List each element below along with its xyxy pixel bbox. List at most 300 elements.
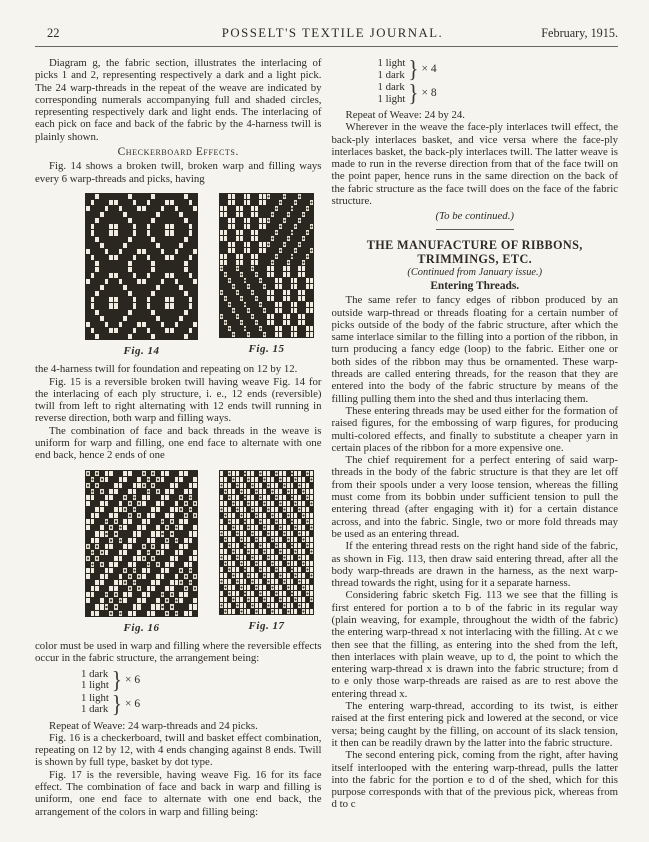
weave-cell-ground xyxy=(255,326,258,331)
weave-cell-dot xyxy=(255,585,258,590)
weave-cell-ground xyxy=(114,495,118,500)
weave-cell-raised xyxy=(263,194,266,199)
weave-cell-raised xyxy=(247,242,250,247)
weave-cell-ground xyxy=(123,501,127,506)
weave-cell-ground xyxy=(232,254,235,259)
paragraph-second-entering-pick: The second entering pick, coming from the right, after having itself interlooped with the entering warp-thread, pulls the latter into the fabric for the portion e to d of the shed, which for this purpose corresponds with that of the previous pick, whereas from d to c xyxy=(331,749,618,811)
weave-cell-ground xyxy=(119,267,123,272)
weave-cell-raised xyxy=(156,531,160,536)
weave-cell-ground xyxy=(267,326,270,331)
weave-cell-raised xyxy=(165,568,169,573)
weave-cell-ground xyxy=(228,260,231,265)
weave-cell-ground xyxy=(310,194,313,199)
weave-cell-raised xyxy=(247,471,250,476)
weave-cell-ground xyxy=(279,531,282,536)
weave-cell-ground xyxy=(151,550,155,555)
weave-cell-raised xyxy=(255,525,258,530)
weave-cell-ground xyxy=(193,261,197,266)
weave-cell-ground xyxy=(114,544,118,549)
weave-cell-raised xyxy=(114,230,118,235)
weave-cell-raised xyxy=(128,237,132,242)
weave-cell-ground xyxy=(275,290,278,295)
weave-cell-raised xyxy=(123,550,127,555)
weave-cell-dot xyxy=(287,513,290,518)
weave-cell-dot xyxy=(184,501,188,506)
weave-cell-raised xyxy=(184,611,188,616)
weave-cell-ground xyxy=(220,537,223,542)
weave-cell-raised xyxy=(294,326,297,331)
weave-cell-raised xyxy=(244,561,247,566)
weave-cell-ground xyxy=(133,249,137,254)
weave-cell-raised xyxy=(184,291,188,296)
weave-cell-raised xyxy=(179,525,183,530)
weave-cell-raised xyxy=(119,477,123,482)
weave-cell-raised xyxy=(175,556,179,561)
weave-cell-ground xyxy=(236,585,239,590)
weave-cell-ground xyxy=(184,249,188,254)
weave-cell-ground xyxy=(137,194,141,199)
weave-cell-dot xyxy=(236,290,239,295)
weave-cell-ground xyxy=(244,320,247,325)
weave-cell-raised xyxy=(151,334,155,339)
weave-cell-raised xyxy=(137,483,141,488)
weave-cell-ground xyxy=(179,230,183,235)
weave-cell-ground xyxy=(147,212,151,217)
weave-cell-ground xyxy=(161,261,165,266)
weave-cell-raised xyxy=(275,483,278,488)
weave-cell-ground xyxy=(302,248,305,253)
weave-cell-ground xyxy=(236,284,239,289)
weave-cell-ground xyxy=(161,285,165,290)
weave-cell-raised xyxy=(267,591,270,596)
weave-cell-ground xyxy=(294,230,297,235)
weave-cell-ground xyxy=(232,314,235,319)
weave-cell-raised xyxy=(156,316,160,321)
weave-cell-ground xyxy=(220,513,223,518)
weave-cell-ground xyxy=(259,206,262,211)
weave-cell-ground xyxy=(302,471,305,476)
weave-cell-ground xyxy=(170,495,174,500)
weave-cell-ground xyxy=(267,332,270,337)
weave-cell-ground xyxy=(100,471,104,476)
weave-cell-dot xyxy=(275,471,278,476)
weave-cell-raised xyxy=(259,489,262,494)
weave-cell-ground xyxy=(255,266,258,271)
weave-cell-raised xyxy=(291,531,294,536)
weave-cell-ground xyxy=(240,308,243,313)
weave-cell-ground xyxy=(275,236,278,241)
weave-cell-ground xyxy=(279,320,282,325)
weave-cell-ground xyxy=(119,255,123,260)
weave-cell-raised xyxy=(251,567,254,572)
weave-cell-raised xyxy=(220,501,223,506)
weave-cell-raised xyxy=(228,242,231,247)
weave-cell-raised xyxy=(267,501,270,506)
weave-cell-ground xyxy=(142,224,146,229)
weave-cell-dot xyxy=(244,591,247,596)
weave-cell-ground xyxy=(137,328,141,333)
weave-cell-dot xyxy=(279,224,282,229)
weave-cell-ground xyxy=(240,218,243,223)
weave-cell-raised xyxy=(236,501,239,506)
weave-cell-ground xyxy=(236,561,239,566)
weave-cell-raised xyxy=(128,489,132,494)
weave-cell-dot xyxy=(247,573,250,578)
weave-cell-ground xyxy=(228,320,231,325)
weave-cell-ground xyxy=(91,310,95,315)
weave-cell-ground xyxy=(142,550,146,555)
weave-cell-ground xyxy=(156,568,160,573)
weave-cell-ground xyxy=(302,206,305,211)
weave-cell-ground xyxy=(100,544,104,549)
weave-cell-ground xyxy=(170,212,174,217)
weave-cell-raised xyxy=(236,525,239,530)
weave-cell-ground xyxy=(294,254,297,259)
weave-cell-ground xyxy=(283,561,286,566)
weave-cell-raised xyxy=(275,513,278,518)
weave-cell-dot xyxy=(279,248,282,253)
weave-cell-ground xyxy=(147,604,151,609)
weave-cell-ground xyxy=(251,585,254,590)
weave-cell-dot xyxy=(100,489,104,494)
weave-cell-raised xyxy=(247,609,250,614)
weave-cell-raised xyxy=(224,483,227,488)
weave-cell-ground xyxy=(271,284,274,289)
weave-cell-raised xyxy=(86,574,90,579)
weave-cell-raised xyxy=(147,513,151,518)
weave-cell-ground xyxy=(263,260,266,265)
weave-cell-dot xyxy=(151,471,155,476)
weave-cell-ground xyxy=(142,538,146,543)
weave-cell-dot xyxy=(119,598,123,603)
weave-cell-raised xyxy=(193,525,197,530)
weave-cell-dot xyxy=(109,538,113,543)
weave-cell-raised xyxy=(133,303,137,308)
weave-cell-dot xyxy=(291,254,294,259)
weave-cell-dot xyxy=(298,579,301,584)
weave-cell-raised xyxy=(151,513,155,518)
weave-cell-ground xyxy=(151,501,155,506)
weave-cell-dot xyxy=(283,579,286,584)
weave-cell-ground xyxy=(251,218,254,223)
weave-cell-ground xyxy=(179,206,183,211)
weave-cell-ground xyxy=(259,296,262,301)
weave-cell-ground xyxy=(179,611,183,616)
weave-cell-raised xyxy=(271,525,274,530)
weave-cell-ground xyxy=(128,297,132,302)
weave-cell-ground xyxy=(86,218,90,223)
weave-cell-ground xyxy=(119,513,123,518)
weave-cell-ground xyxy=(114,538,118,543)
weave-cell-dot xyxy=(283,242,286,247)
weave-cell-ground xyxy=(114,574,118,579)
weave-cell-raised xyxy=(267,495,270,500)
weave-cell-raised xyxy=(298,296,301,301)
weave-cell-raised xyxy=(287,314,290,319)
weave-cell-ground xyxy=(224,332,227,337)
weave-cell-raised xyxy=(193,598,197,603)
weave-cell-ground xyxy=(251,609,254,614)
weave-cell-ground xyxy=(294,483,297,488)
weave-cell-ground xyxy=(86,507,90,512)
weave-cell-ground xyxy=(86,200,90,205)
weave-cell-ground xyxy=(175,237,179,242)
weave-cell-dot xyxy=(105,531,109,536)
weave-cell-raised xyxy=(236,543,239,548)
weave-cell-ground xyxy=(91,279,95,284)
weave-cell-ground xyxy=(105,267,109,272)
weave-cell-ground xyxy=(161,237,165,242)
weave-cell-ground xyxy=(263,296,266,301)
weave-cell-ground xyxy=(161,310,165,315)
arrangement-line: 1 light xyxy=(377,92,406,105)
weave-cell-ground xyxy=(263,236,266,241)
weave-cell-ground xyxy=(91,249,95,254)
weave-cell-raised xyxy=(175,279,179,284)
weave-cell-raised xyxy=(189,483,193,488)
weave-cell-dot xyxy=(240,513,243,518)
weave-cell-ground xyxy=(123,310,127,315)
weave-cell-dot xyxy=(298,194,301,199)
weave-cell-ground xyxy=(240,519,243,524)
weave-cell-ground xyxy=(244,230,247,235)
weave-cell-raised xyxy=(283,272,286,277)
weave-cell-raised xyxy=(283,591,286,596)
weave-cell-raised xyxy=(161,550,165,555)
weave-cell-dot xyxy=(294,477,297,482)
weave-cell-ground xyxy=(244,296,247,301)
weave-cell-ground xyxy=(189,279,193,284)
weave-cell-ground xyxy=(291,272,294,277)
weave-cell-ground xyxy=(302,254,305,259)
weave-cell-ground xyxy=(298,284,301,289)
weave-cell-raised xyxy=(184,194,188,199)
weave-cell-dot xyxy=(179,580,183,585)
weave-cell-ground xyxy=(133,471,137,476)
weave-cell-ground xyxy=(165,285,169,290)
weave-cell-ground xyxy=(184,200,188,205)
weave-cell-raised xyxy=(240,507,243,512)
figure-14-grid xyxy=(85,193,198,340)
journal-title: POSSELT'S TEXTILE JOURNAL. xyxy=(221,26,444,40)
paragraph-fabric-sketch: Considering fabric sketch Fig. 113 we see that the filling is first entered for portion a to b of the fabric in its regular way (plain weaving, for example, throughout the width of the fabric) the entering warp-thread x not interlacing with the filling. At c we then see that the filling, as entering into the shed from the left, then interlaces with plain weave, up to d, the point to which the entering warp-thread x is drawn into the fabric structure; from d to e only those warp-threads are raised as are to rest above the entering thread x. xyxy=(331,589,618,700)
weave-cell-ground xyxy=(247,266,250,271)
weave-cell-ground xyxy=(263,230,266,235)
weave-cell-ground xyxy=(275,597,278,602)
weave-cell-raised xyxy=(109,230,113,235)
weave-cell-ground xyxy=(263,212,266,217)
weave-cell-ground xyxy=(193,267,197,272)
weave-cell-dot xyxy=(306,567,309,572)
weave-cell-raised xyxy=(232,585,235,590)
weave-cell-ground xyxy=(189,544,193,549)
weave-cell-raised xyxy=(236,567,239,572)
weave-cell-ground xyxy=(119,310,123,315)
weave-cell-dot xyxy=(244,567,247,572)
weave-cell-ground xyxy=(165,531,169,536)
weave-cell-ground xyxy=(291,194,294,199)
weave-cell-raised xyxy=(244,531,247,536)
weave-cell-ground xyxy=(128,322,132,327)
weave-cell-raised xyxy=(275,609,278,614)
weave-cell-raised xyxy=(302,603,305,608)
weave-cell-ground xyxy=(95,279,99,284)
weave-cell-raised xyxy=(244,224,247,229)
weave-cell-ground xyxy=(220,585,223,590)
weave-cell-dot xyxy=(267,507,270,512)
figure-17-grid xyxy=(219,470,314,615)
weave-cell-raised xyxy=(184,592,188,597)
weave-cell-ground xyxy=(165,291,169,296)
weave-cell-ground xyxy=(175,194,179,199)
weave-cell-ground xyxy=(142,303,146,308)
weave-cell-raised xyxy=(91,611,95,616)
weave-cell-raised xyxy=(142,519,146,524)
article-title-line2: TRIMMINGS, ETC. xyxy=(417,251,533,266)
weave-cell-ground xyxy=(156,544,160,549)
weave-cell-ground xyxy=(142,255,146,260)
weave-cell-ground xyxy=(298,236,301,241)
weave-cell-ground xyxy=(156,279,160,284)
weave-cell-raised xyxy=(137,556,141,561)
weave-cell-ground xyxy=(91,291,95,296)
weave-cell-raised xyxy=(100,285,104,290)
weave-cell-ground xyxy=(259,212,262,217)
weave-cell-ground xyxy=(161,489,165,494)
weave-cell-ground xyxy=(271,495,274,500)
weave-cell-dot xyxy=(189,580,193,585)
weave-cell-dot xyxy=(255,320,258,325)
weave-cell-raised xyxy=(220,597,223,602)
weave-cell-ground xyxy=(267,278,270,283)
weave-cell-raised xyxy=(91,273,95,278)
weave-cell-ground xyxy=(251,561,254,566)
weave-cell-ground xyxy=(128,255,132,260)
weave-cell-raised xyxy=(259,585,262,590)
weave-cell-ground xyxy=(86,267,90,272)
weave-cell-ground xyxy=(306,573,309,578)
weave-cell-ground xyxy=(179,334,183,339)
weave-cell-raised xyxy=(224,236,227,241)
weave-cell-ground xyxy=(147,501,151,506)
weave-cell-ground xyxy=(220,200,223,205)
weave-cell-raised xyxy=(271,573,274,578)
weave-cell-raised xyxy=(228,561,231,566)
weave-cell-ground xyxy=(95,592,99,597)
weave-cell-ground xyxy=(161,291,165,296)
weave-cell-raised xyxy=(189,297,193,302)
weave-cell-ground xyxy=(291,218,294,223)
weave-cell-ground xyxy=(184,477,188,482)
weave-cell-ground xyxy=(279,230,282,235)
weave-cell-ground xyxy=(179,224,183,229)
weave-cell-ground xyxy=(179,237,183,242)
weave-cell-dot xyxy=(161,592,165,597)
weave-cell-raised xyxy=(247,200,250,205)
weave-cell-ground xyxy=(175,212,179,217)
weave-cell-raised xyxy=(267,314,270,319)
weave-cell-ground xyxy=(302,284,305,289)
weave-cell-ground xyxy=(224,266,227,271)
weave-cell-ground xyxy=(100,194,104,199)
paragraph-repeat-left: Repeat of Weave: 24 warp-threads and 24 picks. xyxy=(49,719,258,732)
weave-cell-ground xyxy=(161,194,165,199)
weave-cell-dot xyxy=(224,489,227,494)
weave-cell-raised xyxy=(279,537,282,542)
weave-cell-raised xyxy=(170,562,174,567)
weave-cell-ground xyxy=(105,328,109,333)
weave-cell-dot xyxy=(142,544,146,549)
weave-cell-ground xyxy=(267,260,270,265)
weave-cell-ground xyxy=(161,316,165,321)
weave-cell-raised xyxy=(271,579,274,584)
weave-cell-ground xyxy=(294,579,297,584)
weave-cell-ground xyxy=(109,507,113,512)
weave-cell-ground xyxy=(142,316,146,321)
weave-cell-raised xyxy=(271,272,274,277)
weave-cell-dot xyxy=(263,525,266,530)
weave-cell-dot xyxy=(310,501,313,506)
weave-cell-raised xyxy=(105,550,109,555)
weave-cell-ground xyxy=(147,206,151,211)
weave-cell-ground xyxy=(151,519,155,524)
weave-cell-ground xyxy=(86,237,90,242)
weave-cell-ground xyxy=(279,212,282,217)
weave-cell-ground xyxy=(267,206,270,211)
weave-cell-raised xyxy=(298,266,301,271)
weave-cell-raised xyxy=(105,574,109,579)
weave-cell-ground xyxy=(232,483,235,488)
weave-cell-raised xyxy=(310,284,313,289)
weave-cell-dot xyxy=(283,507,286,512)
weave-cell-ground xyxy=(156,206,160,211)
weave-cell-ground xyxy=(287,218,290,223)
weave-cell-raised xyxy=(228,194,231,199)
weave-cell-ground xyxy=(193,291,197,296)
weave-cell-raised xyxy=(184,267,188,272)
weave-cell-ground xyxy=(123,489,127,494)
weave-cell-raised xyxy=(287,531,290,536)
weave-cell-raised xyxy=(123,598,127,603)
brace-glyph: } xyxy=(408,55,419,84)
weave-cell-raised xyxy=(267,525,270,530)
weave-cell-ground xyxy=(189,206,193,211)
weave-cell-ground xyxy=(184,568,188,573)
weave-cell-ground xyxy=(271,194,274,199)
weave-cell-raised xyxy=(220,591,223,596)
weave-cell-raised xyxy=(244,248,247,253)
weave-cell-raised xyxy=(302,477,305,482)
paragraph-chief-requirement: The chief requirement for a perfect entering of said warp-threads in the body of the fabric structure is that they are let off from their spools under a very loose tension, whereas the filling must come from its bobbin under sufficient tension to pull the entering thread (after engaging with it) for a certain distance across, and into the fabric. Single, two or more fold threads may be used as an entering thread. xyxy=(331,454,618,540)
weave-cell-ground xyxy=(137,243,141,248)
weave-cell-ground xyxy=(91,574,95,579)
arrangement-group xyxy=(81,690,322,718)
weave-cell-raised xyxy=(236,206,239,211)
weave-cell-ground xyxy=(310,314,313,319)
weave-cell-ground xyxy=(109,218,113,223)
weave-cell-dot xyxy=(232,525,235,530)
weave-cell-ground xyxy=(247,314,250,319)
weave-cell-raised xyxy=(156,501,160,506)
weave-cell-raised xyxy=(86,568,90,573)
weave-cell-ground xyxy=(109,334,113,339)
weave-cell-raised xyxy=(128,334,132,339)
weave-cell-raised xyxy=(251,212,254,217)
weave-cell-dot xyxy=(161,519,165,524)
weave-cell-dot xyxy=(263,308,266,313)
weave-cell-ground xyxy=(156,224,160,229)
weave-cell-dot xyxy=(109,611,113,616)
